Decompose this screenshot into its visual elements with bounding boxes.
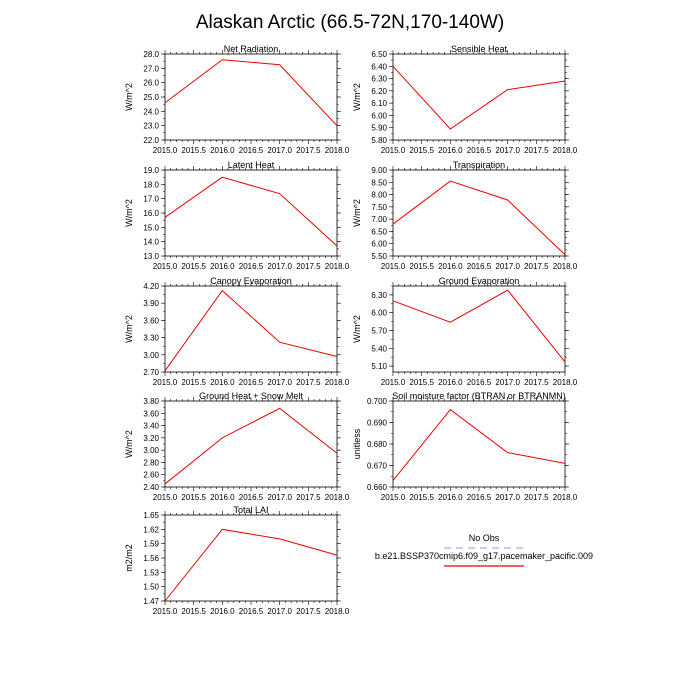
panel-title: Sensible Heat — [450, 44, 508, 54]
panel-title: Latent Heat — [227, 160, 275, 170]
y-tick-label: 1.50 — [143, 582, 159, 592]
panel-2 — [352, 44, 578, 155]
x-tick-label: 2016.0 — [210, 607, 235, 616]
x-tick-label: 2018.0 — [552, 493, 578, 502]
x-tick-label: 2018.0 — [324, 262, 350, 271]
plot-frame — [165, 401, 337, 487]
x-tick-label: 2016.5 — [466, 493, 492, 502]
y-tick-label: 3.30 — [143, 333, 159, 343]
panel-9 — [124, 505, 350, 616]
x-tick-label: 2015.0 — [380, 493, 406, 502]
y-tick-label: 5.10 — [371, 362, 387, 372]
x-tick-label: 2016.5 — [238, 262, 264, 271]
x-tick-label: 2016.5 — [238, 146, 264, 155]
y-tick-label: 6.00 — [371, 239, 387, 249]
y-tick-label: 5.70 — [371, 326, 387, 336]
x-tick-label: 2017.0 — [267, 262, 292, 271]
y-axis-label: W/m^2 — [124, 315, 134, 343]
y-tick-label: 6.00 — [371, 308, 387, 318]
x-tick-label: 2017.5 — [296, 146, 321, 155]
y-axis-label: unitless — [352, 428, 362, 460]
x-tick-label: 2017.5 — [524, 378, 549, 387]
plot-frame — [165, 515, 337, 601]
y-tick-label: 6.50 — [371, 50, 387, 59]
x-tick-label: 2017.0 — [267, 493, 292, 502]
y-tick-label: 3.90 — [143, 299, 159, 309]
y-tick-label: 24.0 — [143, 107, 159, 117]
y-tick-label: 2.70 — [143, 368, 159, 377]
y-tick-label: 5.50 — [371, 252, 387, 261]
y-tick-label: 1.65 — [143, 511, 159, 520]
x-tick-label: 2015.5 — [409, 378, 434, 387]
x-tick-label: 2016.0 — [210, 262, 235, 271]
y-tick-label: 6.00 — [371, 111, 387, 121]
plot-frame — [393, 54, 565, 140]
x-tick-label: 2015.0 — [152, 262, 178, 271]
y-tick-label: 6.30 — [371, 290, 387, 300]
y-tick-label: 25.0 — [143, 93, 159, 102]
y-tick-label: 17.0 — [143, 194, 159, 204]
x-tick-label: 2016.0 — [438, 262, 463, 271]
panel-title: Ground Heat + Snow Melt — [199, 391, 303, 401]
x-tick-label: 2017.0 — [267, 607, 292, 616]
x-tick-label: 2017.5 — [524, 146, 549, 155]
x-tick-label: 2015.0 — [152, 378, 178, 387]
y-tick-label: 1.56 — [143, 554, 159, 563]
series-line — [393, 410, 565, 481]
series-line — [165, 291, 337, 371]
y-tick-label: 4.20 — [143, 282, 159, 291]
x-tick-label: 2016.0 — [438, 378, 463, 387]
y-tick-label: 6.50 — [371, 227, 387, 237]
panel-3 — [124, 160, 350, 271]
panel-title: Total LAI — [233, 505, 269, 515]
y-tick-label: 8.00 — [371, 190, 387, 200]
y-tick-label: 3.20 — [143, 433, 159, 443]
plot-frame — [165, 54, 337, 140]
y-tick-label: 0.660 — [366, 483, 387, 492]
x-tick-label: 2016.5 — [466, 146, 492, 155]
x-tick-label: 2015.5 — [181, 607, 206, 616]
y-axis-label: W/m^2 — [124, 83, 134, 111]
y-tick-label: 26.0 — [143, 78, 159, 88]
y-tick-label: 0.700 — [366, 397, 387, 406]
x-tick-label: 2016.0 — [210, 378, 235, 387]
y-tick-label: 5.80 — [371, 136, 387, 145]
x-tick-label: 2016.0 — [210, 493, 235, 502]
x-tick-label: 2016.0 — [438, 493, 463, 502]
x-tick-label: 2015.5 — [181, 146, 206, 155]
y-tick-label: 0.680 — [366, 440, 387, 449]
x-tick-label: 2017.0 — [495, 262, 520, 271]
x-tick-label: 2015.5 — [409, 146, 434, 155]
x-tick-label: 2016.0 — [438, 146, 463, 155]
y-tick-label: 27.0 — [143, 64, 159, 74]
y-tick-label: 2.60 — [143, 470, 159, 480]
x-tick-label: 2017.5 — [296, 493, 321, 502]
y-tick-label: 3.00 — [143, 446, 159, 456]
series-line — [165, 177, 337, 246]
x-tick-label: 2015.0 — [380, 378, 406, 387]
y-tick-label: 22.0 — [143, 136, 159, 145]
y-axis-label: W/m^2 — [124, 430, 134, 458]
x-tick-label: 2018.0 — [552, 378, 578, 387]
x-tick-label: 2018.0 — [324, 146, 350, 155]
series-line — [393, 66, 565, 129]
y-tick-label: 1.59 — [143, 539, 159, 549]
y-tick-label: 1.47 — [143, 597, 159, 606]
y-axis-label: W/m^2 — [124, 199, 134, 227]
x-tick-label: 2016.0 — [210, 146, 235, 155]
panel-5 — [124, 276, 350, 387]
y-tick-label: 6.10 — [371, 99, 387, 109]
y-tick-label: 0.690 — [366, 418, 387, 428]
x-tick-label: 2017.5 — [524, 262, 549, 271]
x-tick-label: 2018.0 — [552, 262, 578, 271]
y-tick-label: 3.00 — [143, 350, 159, 360]
x-tick-label: 2018.0 — [324, 378, 350, 387]
panel-8 — [352, 391, 578, 502]
y-tick-label: 3.80 — [143, 397, 159, 406]
x-tick-label: 2016.5 — [466, 262, 492, 271]
y-tick-label: 6.30 — [371, 74, 387, 84]
y-tick-label: 18.0 — [143, 180, 159, 190]
panels — [124, 44, 578, 616]
legend — [375, 533, 593, 566]
y-axis-label: W/m^2 — [352, 83, 362, 111]
plot-frame — [165, 286, 337, 372]
panel-title: Transpiration — [452, 160, 506, 170]
y-tick-label: 6.20 — [371, 86, 387, 96]
x-tick-label: 2017.0 — [495, 146, 520, 155]
x-tick-label: 2015.5 — [181, 378, 206, 387]
x-tick-label: 2015.5 — [181, 493, 206, 502]
series-line — [393, 181, 565, 255]
x-tick-label: 2016.5 — [238, 493, 264, 502]
y-tick-label: 5.90 — [371, 123, 387, 133]
panel-6 — [352, 276, 578, 387]
x-tick-label: 2017.0 — [267, 378, 292, 387]
y-tick-label: 13.0 — [143, 252, 159, 261]
x-tick-label: 2017.5 — [524, 493, 549, 502]
figure-title: Alaskan Arctic (66.5-72N,170-140W) — [195, 12, 505, 33]
y-tick-label: 8.50 — [371, 178, 387, 188]
y-tick-label: 28.0 — [143, 50, 159, 59]
y-tick-label: 15.0 — [143, 223, 159, 233]
y-axis-label: W/m^2 — [352, 199, 362, 227]
series-line — [165, 529, 337, 601]
series-line — [165, 60, 337, 126]
x-tick-label: 2015.0 — [152, 607, 178, 616]
series-line — [393, 290, 565, 362]
x-tick-label: 2018.0 — [552, 146, 578, 155]
x-tick-label: 2016.5 — [238, 607, 264, 616]
y-tick-label: 5.40 — [371, 344, 387, 354]
y-axis-label: W/m^2 — [352, 315, 362, 343]
x-tick-label: 2015.0 — [380, 146, 406, 155]
y-tick-label: 16.0 — [143, 209, 159, 218]
x-tick-label: 2015.5 — [181, 262, 206, 271]
x-tick-label: 2017.0 — [267, 146, 292, 155]
y-tick-label: 1.53 — [143, 568, 159, 578]
x-tick-label: 2017.5 — [296, 262, 321, 271]
series-line — [165, 408, 337, 484]
plot-frame — [393, 401, 565, 487]
x-tick-label: 2018.0 — [324, 607, 350, 616]
y-tick-label: 9.00 — [371, 166, 387, 175]
legend-label: b.e21.BSSP370cmip6.f09_g17.pacemaker_pacific.009 — [374, 551, 594, 561]
y-tick-label: 2.80 — [143, 458, 159, 468]
x-tick-label: 2015.0 — [152, 493, 178, 502]
y-tick-label: 2.40 — [143, 483, 159, 492]
y-tick-label: 19.0 — [143, 166, 159, 175]
panel-title: Ground Evaporation — [438, 276, 520, 286]
y-tick-label: 1.62 — [143, 525, 159, 535]
panel-title: Net Radiation — [223, 44, 279, 54]
plot-frame — [165, 170, 337, 256]
plot-frame — [393, 170, 565, 256]
x-tick-label: 2016.5 — [466, 378, 492, 387]
x-tick-label: 2015.5 — [409, 262, 434, 271]
y-tick-label: 7.50 — [371, 202, 387, 212]
y-axis-label: m2/m2 — [124, 544, 134, 572]
y-tick-label: 23.0 — [143, 121, 159, 131]
x-tick-label: 2018.0 — [324, 493, 350, 502]
y-tick-label: 3.60 — [143, 409, 159, 419]
y-tick-label: 14.0 — [143, 237, 159, 247]
y-tick-label: 6.40 — [371, 62, 387, 72]
y-tick-label: 3.60 — [143, 316, 159, 326]
x-tick-label: 2015.0 — [380, 262, 406, 271]
x-tick-label: 2015.0 — [152, 146, 178, 155]
x-tick-label: 2016.5 — [238, 378, 264, 387]
y-tick-label: 0.670 — [366, 461, 387, 471]
x-tick-label: 2015.5 — [409, 493, 434, 502]
y-tick-label: 3.40 — [143, 421, 159, 431]
legend-label: No Obs — [468, 533, 500, 543]
x-tick-label: 2017.5 — [296, 378, 321, 387]
panel-4 — [352, 160, 578, 271]
panel-7 — [124, 391, 350, 502]
panel-title: Canopy Evaporation — [210, 276, 292, 286]
y-tick-label: 7.00 — [371, 215, 387, 225]
x-tick-label: 2017.0 — [495, 493, 520, 502]
panel-1 — [124, 44, 350, 155]
x-tick-label: 2017.0 — [495, 378, 520, 387]
panel-title: Soil moisture factor (BTRAN or BTRANMN) — [392, 391, 566, 401]
x-tick-label: 2017.5 — [296, 607, 321, 616]
